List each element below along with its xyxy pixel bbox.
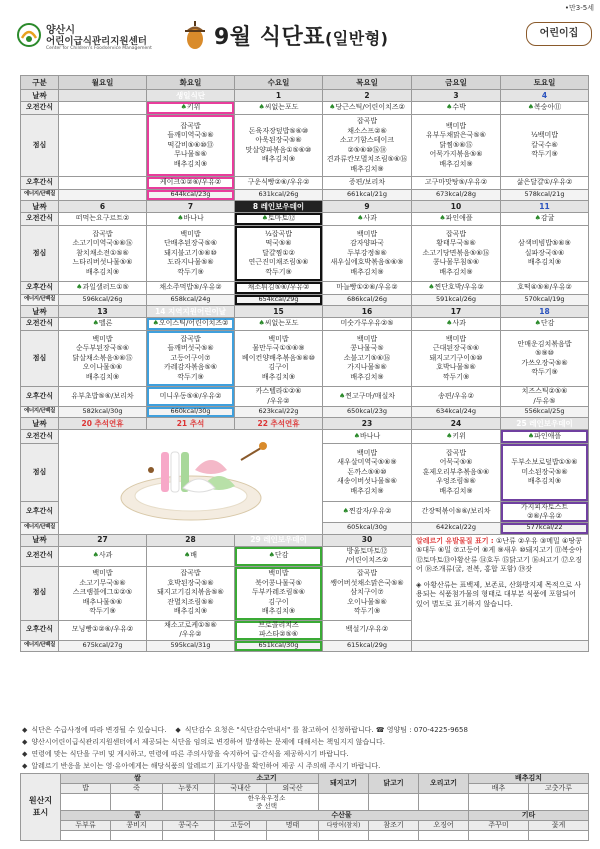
date-cell: 4 [501, 90, 589, 102]
origin-value [111, 831, 163, 841]
leaf-icon: ♠ [329, 103, 336, 112]
lunch-cell: 잡곡밥 어묵국⑤⑥ 훈제오리부추볶음⑤⑥ 우엉조림⑤⑥ 배추김치⑨ [412, 443, 501, 502]
date-cell: 2 [323, 90, 412, 102]
origin-sub: 누룽지 [163, 784, 215, 794]
kcal-cell: 556kcal/25g [501, 407, 589, 418]
page-title: 9월 식단표(일반형) [214, 25, 389, 50]
leaf-icon: ♠ [339, 391, 346, 400]
pm-cell: ♠찐단호박/우유② [412, 282, 501, 295]
kcal-cell: 642kcal/22g [412, 522, 501, 534]
am-snack-row [21, 318, 589, 331]
leaf-icon: ♠ [446, 431, 453, 440]
kcal-cell: 673kcal/28g [412, 190, 501, 201]
allergy-list: ①난류 ②우유 ③메밀 ④땅콩 ⑤대두 ⑥밀 ⑦고등어 ⑧게 ⑨새우 ⑩돼지고기 ⑪복숭아 ⑫토마토⑬아황산류 ⑭호두 ⑮닭고기 ⑯쇠고기 ⑰오징어 ⑱조개류(굴, 전복, 홍합 포함) ⑲잣 [416, 536, 583, 573]
pm-cell: 구운식빵②⑥/우유② [235, 177, 323, 190]
am-cell: ♠사과 [59, 546, 147, 566]
origin-value [319, 831, 369, 841]
leaf-icon: ♠ [258, 319, 265, 328]
date-cell: 9 [323, 201, 412, 213]
leaf-icon: ♠ [534, 319, 541, 328]
row-label: 오후간식 [21, 282, 59, 295]
am-cell: ♠단감 [501, 318, 589, 331]
lunch-cell: 잡곡밥 황태무국⑤⑥ 소고기당면볶음⑤⑥⑯ 콩나물무침⑤⑥ 배추김치⑨ [412, 226, 501, 282]
am-cell: ♠단감 [235, 546, 323, 566]
lunch-cell: 잡곡밥 채소스프②⑥ 소고기함스테이크 ②⑤⑥⑩⑯⑱ 견과류칸모멸치조림⑤⑥⑯ 배추김치⑨ [323, 115, 412, 177]
lunch-row [21, 226, 589, 282]
kcal-cell: 591kcal/26g [412, 295, 501, 306]
pm-cell: 호떡④⑤⑥/우유② [501, 282, 589, 295]
leaf-icon: ♠ [92, 319, 99, 328]
kcal-cell: 582kcal/30g [59, 407, 147, 418]
lunch-cell: 백미밥 새우살미역국⑤⑥⑨ 돈까스⑤⑥⑩ 새송이버섯나물⑤⑥ 배추김치⑨ [323, 443, 412, 502]
kcal-cell: 605kcal/30g [323, 522, 412, 534]
kcal-cell: 623kcal/22g [235, 407, 323, 418]
leaf-icon: ♠ [428, 283, 435, 292]
origin-label: 원산지 표시 [21, 774, 61, 841]
row-label: 날짜 [21, 201, 59, 213]
row-label: 에너지/단백질 [21, 522, 59, 534]
leaf-icon: ♠ [92, 551, 99, 560]
origin-sub: 콩국수 [163, 821, 215, 831]
col-header: 목요일 [323, 76, 412, 90]
am-cell: ♠파인애플 [501, 430, 589, 444]
kcal-row [21, 295, 589, 306]
lunch-cell: 잡곡밥 들깨버섯국⑤⑥ 고등어구이⑦ 카레감자볶음⑤⑥ 깍두기⑨ [147, 331, 235, 387]
origin-value [419, 794, 469, 811]
date-row [21, 534, 589, 546]
am-cell [59, 102, 147, 115]
origin-value [163, 831, 215, 841]
pm-cell: 모닝빵①②⑥/우유② [59, 620, 147, 640]
pm-cell: ♠찐감자/우유② [323, 502, 412, 523]
date-cell [59, 90, 147, 102]
note-item: ◆ 알레르기 반응을 보이는 영·유아에게는 해당식품의 알레르기 표기사항을 확인하여 제공 시 주의해 주시기 바랍니다. [22, 762, 381, 770]
diamond-icon: ◆ [175, 726, 181, 734]
kcal-cell: 660kcal/30g [147, 407, 235, 418]
origin-sub: 밥 [61, 784, 111, 794]
date-cell: 23 [323, 418, 412, 430]
row-label: 에너지/단백질 [21, 295, 59, 306]
date-cell: 27 [59, 534, 147, 546]
kcal-cell: 675kcal/27g [59, 640, 147, 651]
pm-cell: 미니우동⑤⑥/우유② [147, 387, 235, 407]
origin-sub: 두부류 [61, 821, 111, 831]
row-label: 점심 [21, 443, 59, 502]
kcal-cell: 577kcal/22 [501, 522, 589, 534]
date-cell: 6 [59, 201, 147, 213]
pm-cell: 백설기/우유② [323, 620, 412, 640]
am-cell: ♠씨없는포도 [235, 318, 323, 331]
date-cell: 28 [147, 534, 235, 546]
leaf-icon: ♠ [152, 319, 159, 328]
row-label: 점심 [21, 115, 59, 177]
date-cell: 29 레인보우데이 [235, 534, 323, 546]
row-label: 에너지/단백질 [21, 640, 59, 651]
lunch-cell: ½잡곡밥 떡국⑤⑥ 달걀찜①② 연근진미채조림⑤⑥ 깍두기⑨ [235, 226, 323, 282]
pm-cell: 유부초밥⑤⑥/보리차 [59, 387, 147, 407]
origin-value [469, 794, 529, 811]
kcal-cell [412, 640, 589, 651]
pm-cell: 가지피자토스트 ②⑥/우유② [501, 502, 589, 523]
row-label: 날짜 [21, 534, 59, 546]
note-item: ◆ 연령에 맞는 식단을 구비 및 게시하고, 연령에 따른 주의사항을 숙지하여 급·간식을 제공하시기 바랍니다. [22, 750, 349, 758]
leaf-icon: ♠ [183, 551, 191, 560]
date-cell: 21 추석 [147, 418, 235, 430]
origin-group: 배추김치 [469, 774, 589, 784]
origin-value [369, 794, 419, 811]
lunch-cell: 백미밥 단배추된장국⑤⑥ 돼지불고기⑤⑥⑩ 도라지나물⑤⑥ 깍두기⑨ [147, 226, 235, 282]
lunch-cell: 백미밥 순두부된장국⑤⑥ 닭살채소볶음⑤⑥⑮ 오이나물⑤⑥ 배추김치⑨ [59, 331, 147, 387]
origin-table [20, 773, 589, 841]
am-cell: ♠사과 [323, 213, 412, 226]
lunch-cell: 두부소보로덮밥①⑤⑥ 미소된장국⑤⑥ 배추김치⑨ [501, 443, 589, 502]
origin-value [529, 831, 589, 841]
row-label: 점심 [21, 566, 59, 620]
am-cell: ♠키위 [412, 430, 501, 444]
date-cell: 22 추석연휴 [235, 418, 323, 430]
origin-sub: 국내산 [215, 784, 267, 794]
am-cell: ♠수박 [412, 102, 501, 115]
origin-group: 콩 [61, 811, 215, 821]
leaf-icon: ♠ [180, 103, 187, 112]
row-label: 오후간식 [21, 177, 59, 190]
origin-value [319, 794, 369, 811]
row-label: 날짜 [21, 306, 59, 318]
diamond-icon: ◆ [22, 738, 28, 746]
lunch-cell: 잡곡밥 들깨미역국⑤⑥ 떡갈비⑤⑥⑩⑬ 무나물⑤⑥ 배추김치⑨ [147, 115, 235, 177]
lunch-cell: 백미밥 물만두국①⑤⑥⑨ 베이컨양배추볶음⑤⑥⑩ 김구이 배추김치⑨ [235, 331, 323, 387]
am-cell: 미숫가루우유②⑤ [323, 318, 412, 331]
col-header: 화요일 [147, 76, 235, 90]
pm-cell: 삶은달걀①/우유② [501, 177, 589, 190]
lunch-cell: 안매운김치볶음밥 ⑤⑨⑩ 가쓰오장국⑤⑥ 깍두기⑨ [501, 331, 589, 387]
menu-table [20, 75, 589, 652]
col-header: 금요일 [412, 76, 501, 90]
date-cell: 16 [323, 306, 412, 318]
pm-snack-row [21, 282, 589, 295]
kcal-cell: 686kcal/26g [323, 295, 412, 306]
leaf-icon: ♠ [258, 103, 265, 112]
pm-cell: 고구마맛탕⑤/우유② [412, 177, 501, 190]
origin-value [61, 831, 111, 841]
pm-cell [59, 177, 147, 190]
date-row [21, 90, 589, 102]
date-cell: 7 [147, 201, 235, 213]
am-snack-row [21, 102, 589, 115]
kcal-cell: 596kcal/26g [59, 295, 147, 306]
date-cell: 24 [412, 418, 501, 430]
lunch-cell: 잡곡밥 소고기미역국⑤⑥⑯ 참치채소전①⑤⑥ 느타리버섯나물⑤⑥ 배추김치⑨ [59, 226, 147, 282]
origin-sub: 죽 [111, 784, 163, 794]
origin-sub: 꽃게 [529, 821, 589, 831]
am-cell: ♠당근스틱/어린이치즈② [323, 102, 412, 115]
kcal-cell: 631kcal/26g [235, 190, 323, 201]
leaf-icon: ♠ [177, 214, 184, 223]
date-cell: 30 [323, 534, 412, 546]
kcal-row [21, 190, 589, 201]
row-label: 점심 [21, 226, 59, 282]
am-snack-row [21, 213, 589, 226]
leaf-icon: ♠ [342, 507, 349, 516]
am-cell: ♠바나나 [323, 430, 412, 444]
kcal-cell [59, 190, 147, 201]
am-cell: ♠씨없는포도 [235, 102, 323, 115]
date-cell: 18 [501, 306, 589, 318]
row-label: 점심 [21, 331, 59, 387]
pm-cell: 마늘빵①②⑥/우유② [323, 282, 412, 295]
date-cell: 3 [412, 90, 501, 102]
origin-value [469, 831, 529, 841]
origin-value [61, 794, 111, 811]
origin-sub: 다랑어(참치) [319, 821, 369, 831]
date-cell: 생일식단 [147, 90, 235, 102]
row-label: 오전간식 [21, 318, 59, 331]
allergy-legend [412, 534, 589, 640]
lunch-cell: ½백미밥 칼국수⑥ 깍두기⑨ [501, 115, 589, 177]
leaf-icon: ♠ [439, 214, 446, 223]
pm-snack-row [21, 387, 589, 407]
kcal-cell: 595kcal/31g [147, 640, 235, 651]
date-cell: 8 레인보우데이 [235, 201, 323, 213]
row-label: 에너지/단백질 [21, 407, 59, 418]
col-header: 월요일 [59, 76, 147, 90]
org-name: 어린이급식관리지원센터 [46, 36, 147, 47]
pm-cell: 치즈스틱②⑤⑥ /두유⑤ [501, 387, 589, 407]
acorn-icon [182, 20, 208, 50]
date-cell: 20 추석연휴 [59, 418, 147, 430]
kcal-cell: 644kcal/23g [147, 190, 235, 201]
lunch-row [21, 115, 589, 177]
org-name-en: Center for Children's Foodservice Management [46, 46, 152, 51]
kcal-cell: 578kcal/21g [501, 190, 589, 201]
row-label: 오전간식 [21, 546, 59, 566]
note-item: ◆ 양산시어린이급식관리지원센터에서 제공되는 식단을 임의로 변경하여 발생하는 문제에 대해서는 책임지지 않습니다. [22, 738, 385, 746]
date-cell: 13 [59, 306, 147, 318]
origin-value [163, 794, 215, 811]
leaf-icon: ♠ [268, 551, 275, 560]
pm-cell: 증편/보리차 [323, 177, 412, 190]
date-row [21, 306, 589, 318]
notes-section [22, 724, 588, 772]
lunch-cell: 돈육자장덮밥⑤⑥⑩ 아욱된장국⑤⑥ 맛살양파볶음①⑤⑥⑩ 배추김치⑨ [235, 115, 323, 177]
am-cell: ♠배 [147, 546, 235, 566]
songpyeon-icon [91, 430, 291, 530]
date-cell: 11 [501, 201, 589, 213]
allergy-title: 알레르기 유발물질 표기 : [416, 536, 494, 545]
date-row [21, 201, 589, 213]
am-cell: 떠먹는요구르트② [59, 213, 147, 226]
allergy-sulfite-note: ◈ 아황산류는 표백제, 보존료, 산화방지제 목적으로 사용되는 식품첨가물의 형태로 대부분 식품에 포함되어 있어 별도로 표기하지 않습니다. [416, 580, 582, 608]
leaf-icon: ♠ [446, 319, 453, 328]
diamond-icon: ◆ [22, 726, 28, 734]
origin-value [369, 831, 419, 841]
row-label: 오후간식 [21, 502, 59, 523]
leaf-icon: ♠ [527, 103, 534, 112]
menu-header-row [21, 76, 589, 90]
kcal-cell: 654kcal/29g [235, 295, 323, 306]
leaf-icon: ♠ [76, 283, 83, 292]
note-item: ◆ 식단은 수급사정에 따라 변경될 수 있습니다. ◆ 식단감수 요청은 "식단감수안내서" 를 참고하여 신청하랍니다. ☎ 영양팀 : 070-4225-9658 [22, 726, 468, 734]
date-cell: 25 레인보우데이 [501, 418, 589, 430]
row-label: 오후간식 [21, 387, 59, 407]
lunch-cell: 백미밥 감자양파국 두부강정⑤⑥ 새우실에호박볶음⑤⑥⑨ 배추김치⑨ [323, 226, 412, 282]
pm-cell: 채소주먹밥⑤/우유② [147, 282, 235, 295]
am-cell: ♠감귤 [501, 213, 589, 226]
am-snack-row [21, 430, 589, 444]
kcal-cell: 634kcal/24g [412, 407, 501, 418]
pm-cell: 케이크①②⑥/우유② [147, 177, 235, 190]
kcal-cell: 650kcal/23g [323, 407, 412, 418]
leaf-icon: ♠ [353, 431, 360, 440]
am-cell: ♠복숭아⑪ [501, 102, 589, 115]
house-tag: 어린이집 [526, 22, 592, 46]
kcal-cell: 570kcal/19g [501, 295, 589, 306]
am-cell: ♠오이스틱/어린이치즈② [147, 318, 235, 331]
origin-group: 닭고기 [369, 774, 419, 794]
origin-sub: 고춧가루 [529, 784, 589, 794]
row-label: 오전간식 [21, 430, 59, 444]
leaf-icon: ♠ [261, 214, 268, 223]
origin-value [419, 831, 469, 841]
kcal-row [21, 640, 589, 651]
am-cell: 방울토마토⑫ /어린이치즈② [323, 546, 412, 566]
date-cell: 15 [235, 306, 323, 318]
leaf-icon: ♠ [446, 103, 453, 112]
origin-sub: 오징어 [419, 821, 469, 831]
am-cell: ♠사과 [412, 318, 501, 331]
origin-value [529, 794, 589, 811]
row-label: 오전간식 [21, 102, 59, 115]
col-header: 구분 [21, 76, 59, 90]
diamond-icon: ◆ [22, 750, 28, 758]
am-cell: ♠토마토⑫ [235, 213, 323, 226]
chuseok-illustration [59, 430, 323, 535]
date-row [21, 418, 589, 430]
col-header: 수요일 [235, 76, 323, 90]
kcal-row [21, 407, 589, 418]
origin-value [111, 794, 163, 811]
am-cell: ♠파인애플 [412, 213, 501, 226]
am-cell: ♠멜론 [59, 318, 147, 331]
lunch-cell: 백미밥 콩나물국⑤ 소불고기⑤⑥⑯ 가지나물⑤⑥ 배추김치⑨ [323, 331, 412, 387]
origin-group: 오리고기 [419, 774, 469, 794]
origin-beef-note: 한우육우정소 중 선택 [215, 794, 319, 811]
origin-group: 소고기 [215, 774, 319, 784]
origin-group: 쌀 [61, 774, 215, 784]
kcal-cell: 661kcal/21g [323, 190, 412, 201]
lunch-cell: 잡곡밥 쌩어버섯채소맑은국⑤⑥ 삼치구이⑦ 오이나물⑤⑥ 깍두기⑨ [323, 566, 412, 620]
origin-group: 수산물 [215, 811, 469, 821]
pm-cell: ♠과일샐러드①⑤ [59, 282, 147, 295]
date-cell: 1 [235, 90, 323, 102]
am-cell: ♠바나나 [147, 213, 235, 226]
origin-group: 기타 [469, 811, 589, 821]
lunch-cell: 백미밥 소고기무국⑤⑥ 스크램블에그①②⑤ 배추나물⑤⑥ 깍두기⑨ [59, 566, 147, 620]
lunch-cell [59, 115, 147, 177]
row-label: 오전간식 [21, 213, 59, 226]
row-label: 날짜 [21, 418, 59, 430]
origin-sub: 외국산 [267, 784, 319, 794]
origin-sub: 참조기 [369, 821, 419, 831]
pm-snack-row [21, 177, 589, 190]
kcal-cell: 658kcal/24g [147, 295, 235, 306]
origin-sub: 배추 [469, 784, 529, 794]
origin-sub: 주꾸미 [469, 821, 529, 831]
col-header: 토요일 [501, 76, 589, 90]
lunch-cell: 잡곡밥 호박된장국⑤⑥ 돼지고기김치볶음⑤⑥ 잔멸치조림⑤⑥ 배추김치⑨ [147, 566, 235, 620]
origin-group: 돼지고기 [319, 774, 369, 794]
date-cell: 10 [412, 201, 501, 213]
lunch-cell: 백미밥 근대된장국⑤⑥ 돼지고기구이⑤⑩ 호박나물⑤⑥ 깍두기⑨ [412, 331, 501, 387]
diamond-icon: ◆ [22, 762, 28, 770]
pm-cell: 간장떡볶이⑤⑥/보리차 [412, 502, 501, 523]
kcal-cell: 615kcal/29g [323, 640, 412, 651]
lunch-cell: 백미밥 북어콩나물국⑤ 두부카레조림⑤⑥ 김구이 배추김치⑨ [235, 566, 323, 620]
org-city: 양산시 [46, 25, 75, 36]
am-cell: ♠키위 [147, 102, 235, 115]
kcal-cell: 651kcal/30g [235, 640, 323, 651]
leaf-icon: ♠ [527, 431, 535, 440]
pm-cell: 카스텔라①②⑥ /우유② [235, 387, 323, 407]
origin-sub: 콩비지 [111, 821, 163, 831]
page-header [6, 18, 594, 58]
pm-cell: 채소고로케①⑤⑥ /우유② [147, 620, 235, 640]
pm-cell: 브로콜리치즈 파스타②⑤⑥ [235, 620, 323, 640]
age-tag: •만3-5세 [564, 4, 594, 12]
origin-sub: 명태 [267, 821, 319, 831]
leaf-icon: ♠ [534, 214, 541, 223]
pm-cell: ♠찐고구마/매실차 [323, 387, 412, 407]
leaf-icon: ♠ [357, 214, 364, 223]
center-logo-icon [16, 22, 42, 48]
row-label: 날짜 [21, 90, 59, 102]
lunch-cell: 삼색비빔밥⑤⑥⑨ 실파장국⑤⑥ 배추김치⑨ [501, 226, 589, 282]
origin-value [267, 831, 319, 841]
row-label: 오후간식 [21, 620, 59, 640]
lunch-row [21, 331, 589, 387]
date-cell: 17 [412, 306, 501, 318]
pm-cell: 송편/우유② [412, 387, 501, 407]
date-cell: 14 지역지원어린이날 [147, 306, 235, 318]
origin-sub: 고등어 [215, 821, 267, 831]
lunch-cell: 백미밥 유부두채맑은국⑤⑥ 닭찜⑤⑥⑮ 어묵가지볶음⑤⑥ 배추김치⑨ [412, 115, 501, 177]
row-label: 에너지/단백질 [21, 190, 59, 201]
pm-cell: 채소튀김⑤⑥/우유② [235, 282, 323, 295]
origin-value [215, 831, 267, 841]
